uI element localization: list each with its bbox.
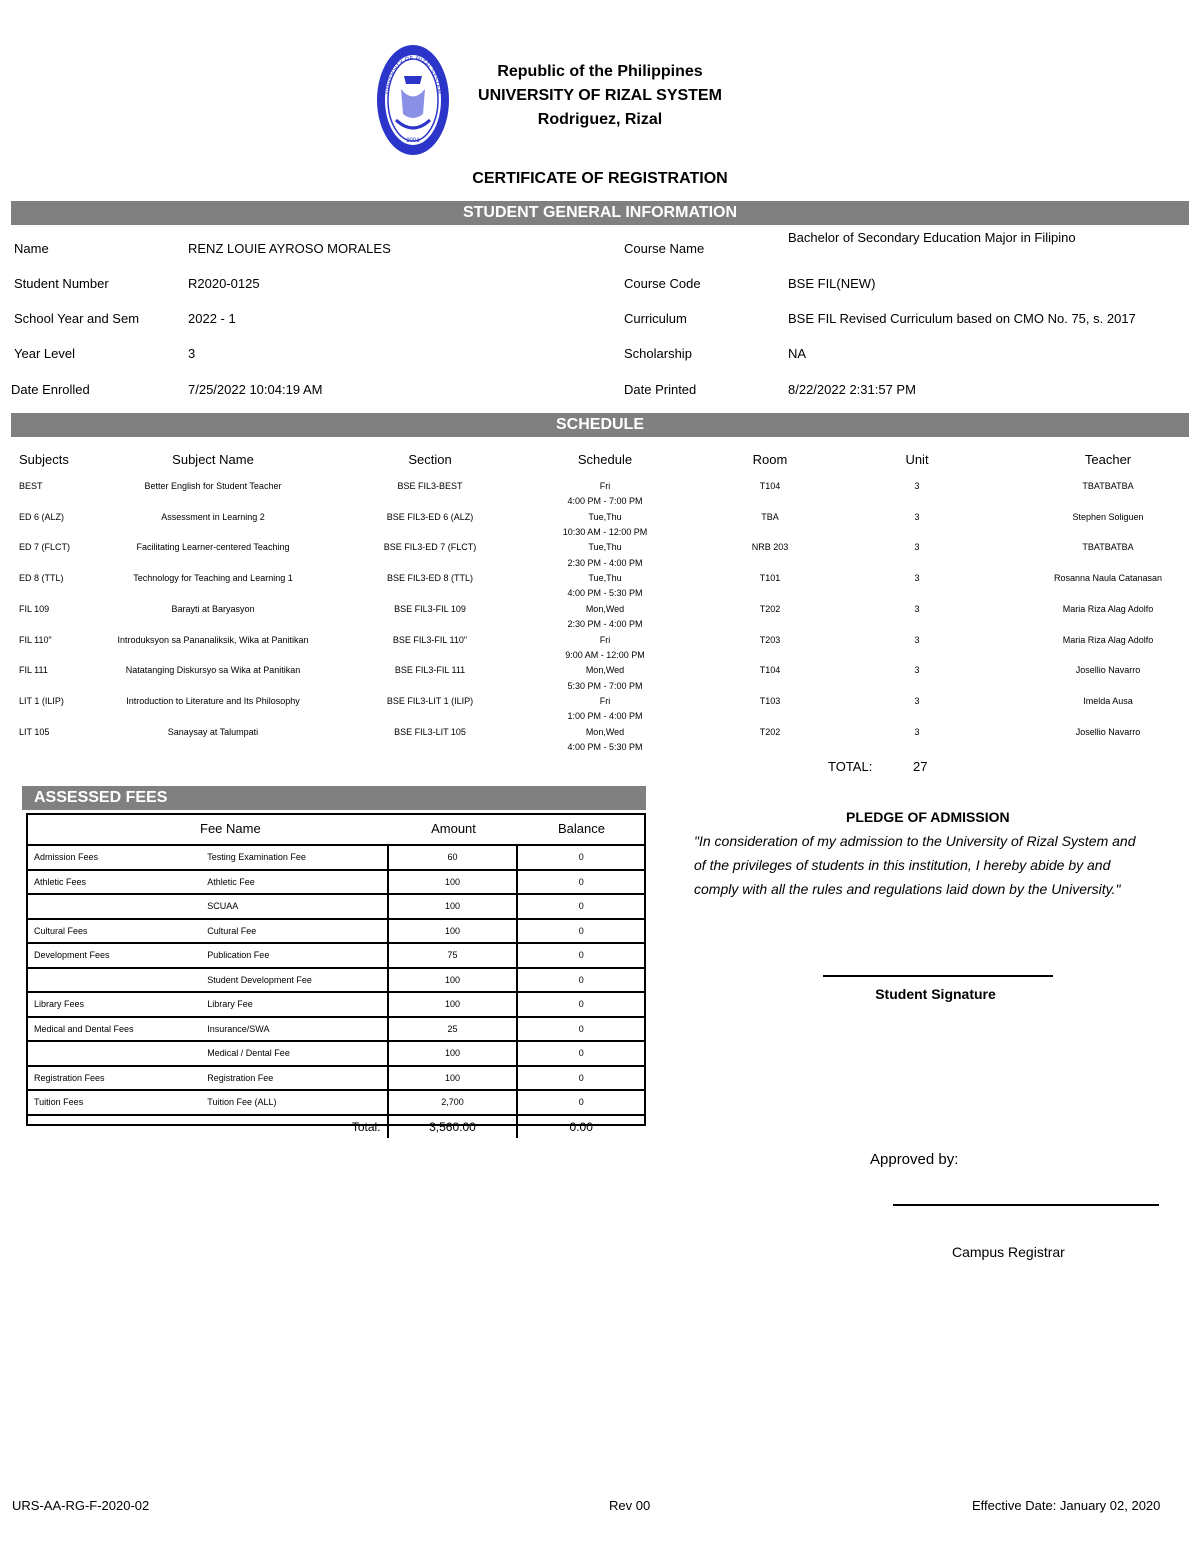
pledge-line-2: of the privileges of students in this institution, I hereby abide by and — [694, 857, 1111, 873]
fee-name: Tuition Fee (ALL) — [201, 1090, 387, 1115]
schedule-time-line: 2:30 PM - 4:00 PM — [567, 619, 643, 630]
subject-unit: 3 — [914, 726, 920, 737]
student-signature-label: Student Signature — [875, 986, 996, 1002]
col-section: Section — [408, 452, 452, 467]
fee-row — [28, 1066, 644, 1091]
fee-name: Testing Examination Fee — [201, 845, 387, 870]
total-units-label: TOTAL: — [828, 759, 873, 774]
subject-room: T202 — [759, 726, 781, 737]
fee-row — [28, 968, 644, 993]
subject-teacher: Maria Riza Alag Adolfo — [1062, 634, 1154, 645]
fee-name: SCUAA — [201, 894, 387, 919]
date-enrolled-label: Date Enrolled — [11, 382, 90, 397]
subject-section: BSE FIL3-ED 6 (ALZ) — [386, 511, 474, 522]
fee-category: Registration Fees — [28, 1066, 201, 1091]
fee-category: Medical and Dental Fees — [28, 1017, 201, 1042]
schedule-time-line: 4:00 PM - 7:00 PM — [567, 496, 643, 507]
subject-code: LIT 105 — [19, 726, 50, 737]
fee-amount: 2,700 — [388, 1090, 518, 1115]
subject-unit: 3 — [914, 665, 920, 676]
fee-category: Library Fees — [28, 992, 201, 1017]
fee-balance: 0 — [517, 1090, 644, 1115]
subject-unit: 3 — [914, 573, 920, 584]
fee-category: Admission Fees — [28, 845, 201, 870]
subject-section: BSE FIL3-FIL 109 — [394, 603, 466, 614]
curriculum-label: Curriculum — [624, 311, 687, 326]
fee-name: Library Fee — [201, 992, 387, 1017]
form-code: URS-AA-RG-F-2020-02 — [12, 1498, 150, 1513]
schedule-time-line: Fri — [599, 695, 611, 706]
subject-teacher: TBATBATBA — [1082, 542, 1134, 553]
fee-balance: 0 — [517, 943, 644, 968]
student-number-value: R2020-0125 — [188, 276, 260, 291]
fee-row — [28, 845, 644, 870]
subject-unit: 3 — [914, 481, 920, 491]
schedule-time-line: Fri — [599, 481, 611, 491]
fee-balance: 0 — [517, 1066, 644, 1091]
col-schedule: Schedule — [577, 452, 633, 467]
subject-room: TBA — [761, 511, 779, 522]
fee-name: Publication Fee — [201, 943, 387, 968]
fee-category: Athletic Fees — [28, 870, 201, 895]
fees-total-balance: 0.00 — [569, 1119, 593, 1134]
schedule-time-line: Mon,Wed — [585, 603, 625, 614]
fee-row — [28, 992, 644, 1017]
subject-name: Introduction to Literature and Its Philosophy — [126, 695, 300, 706]
schedule-time-line: 10:30 AM - 12:00 PM — [562, 527, 648, 538]
subject-unit: 3 — [914, 695, 920, 706]
subject-name: Assessment in Learning 2 — [161, 511, 265, 522]
seal-text: UNIVERSITY OF RIZAL SYSTEM — [384, 55, 442, 95]
campus-registrar-label: Campus Registrar — [952, 1244, 1065, 1260]
course-code-label: Course Code — [624, 276, 701, 291]
subject-section: BSE FIL3-BEST — [397, 481, 463, 491]
fee-category — [28, 968, 201, 993]
fee-amount: 100 — [388, 894, 518, 919]
subject-room: T101 — [759, 573, 781, 584]
balance-header: Balance — [558, 821, 605, 836]
subject-section: BSE FIL3-ED 8 (TTL) — [386, 573, 474, 584]
date-enrolled-value: 7/25/2022 10:04:19 AM — [188, 382, 323, 397]
name-value: RENZ LOUIE AYROSO MORALES — [188, 241, 391, 256]
subject-code: LIT 1 (ILIP) — [19, 695, 64, 706]
subject-unit: 3 — [914, 634, 920, 645]
subject-code: ED 6 (ALZ) — [19, 511, 65, 522]
subject-code: ED 7 (FLCT) — [19, 542, 71, 553]
subject-teacher: Josellio Navarro — [1075, 726, 1141, 737]
fee-name: Cultural Fee — [201, 919, 387, 944]
fee-balance: 0 — [517, 992, 644, 1017]
fees-table — [28, 844, 644, 1138]
year-level-label: Year Level — [14, 346, 75, 361]
revision-label: Rev 00 — [609, 1498, 651, 1513]
fee-row — [28, 870, 644, 895]
schedule-time-line: Tue,Thu — [588, 511, 622, 522]
pledge-title: PLEDGE OF ADMISSION — [846, 809, 1010, 825]
course-code-value: BSE FIL(NEW) — [788, 276, 876, 291]
fee-category: Tuition Fees — [28, 1090, 201, 1115]
pledge-line-1: "In consideration of my admission to the University of Rizal System and — [694, 833, 1136, 849]
fee-category — [28, 894, 201, 919]
school-year-label: School Year and Sem — [14, 311, 140, 326]
fee-category — [28, 1041, 201, 1066]
fee-name-header: Fee Name — [200, 821, 261, 836]
amount-header: Amount — [431, 821, 476, 836]
scholarship-value: NA — [788, 346, 807, 361]
subject-name: Barayti at Baryasyon — [171, 603, 255, 614]
schedule-time-line: Mon,Wed — [585, 726, 625, 737]
fee-balance: 0 — [517, 845, 644, 870]
subject-room: T103 — [759, 695, 781, 706]
subject-room: T104 — [759, 665, 781, 676]
schedule-time-line: 4:00 PM - 5:30 PM — [567, 741, 643, 752]
fee-amount: 75 — [388, 943, 518, 968]
fees-table-box — [26, 813, 646, 1134]
fees-total-label: Total: — [201, 1115, 387, 1139]
university-location: Rodriguez, Rizal — [537, 111, 663, 128]
student-info-bar: STUDENT GENERAL INFORMATION — [11, 201, 1189, 225]
subject-room: NRB 203 — [751, 542, 789, 553]
fee-row — [28, 894, 644, 919]
schedule-time-line: 2:30 PM - 4:00 PM — [567, 557, 643, 568]
schedule-time-line: 1:00 PM - 4:00 PM — [567, 711, 643, 722]
schedule-bar: SCHEDULE — [11, 413, 1189, 437]
subject-section: BSE FIL3-LIT 1 (ILIP) — [386, 695, 474, 706]
student-signature-line — [823, 975, 1053, 977]
subject-name: Technology for Teaching and Learning 1 — [133, 573, 293, 584]
fee-balance: 0 — [517, 1017, 644, 1042]
scholarship-label: Scholarship — [624, 346, 692, 361]
fee-row — [28, 1017, 644, 1042]
pledge-line-3: comply with all the rules and regulations laid down by the University." — [694, 881, 1121, 897]
schedule-time-line: 5:30 PM - 7:00 PM — [567, 680, 643, 691]
subject-code: FIL 109 — [19, 603, 50, 614]
col-unit: Unit — [905, 452, 929, 467]
col-teacher: Teacher — [1084, 452, 1132, 467]
assessed-fees-bar — [22, 786, 646, 810]
schedule-time-line: Tue,Thu — [588, 573, 622, 584]
curriculum-value: BSE FIL Revised Curriculum based on CMO No. 75, s. 2017 — [788, 311, 1136, 326]
col-subject-name: Subject Name — [172, 452, 254, 467]
schedule-time-line: Tue,Thu — [588, 542, 622, 553]
fee-balance: 0 — [517, 870, 644, 895]
fee-row — [28, 1090, 644, 1115]
subject-name: Better English for Student Teacher — [144, 481, 282, 491]
student-number-label: Student Number — [14, 276, 109, 291]
col-subjects: Subjects — [19, 452, 69, 467]
fee-row — [28, 943, 644, 968]
subject-code: BEST — [19, 481, 43, 491]
fee-name: Student Development Fee — [201, 968, 387, 993]
subject-room: T104 — [759, 481, 781, 491]
subject-code: FIL 111 — [19, 665, 48, 676]
school-year-value: 2022 - 1 — [188, 311, 236, 326]
course-name-label: Course Name — [624, 241, 705, 256]
fee-amount: 100 — [388, 992, 518, 1017]
subject-section: BSE FIL3-FIL 111 — [394, 665, 466, 676]
assessed-fees-title: ASSESSED FEES — [34, 789, 168, 806]
fee-name: Registration Fee — [201, 1066, 387, 1091]
fee-amount: 100 — [388, 919, 518, 944]
subject-code: FIL 110" — [19, 634, 52, 645]
schedule-time-line: 9:00 AM - 12:00 PM — [565, 649, 645, 660]
subject-room: T203 — [759, 634, 781, 645]
certificate-title: CERTIFICATE OF REGISTRATION — [472, 170, 728, 187]
schedule-time-line: 4:00 PM - 5:30 PM — [567, 588, 643, 599]
fee-category: Development Fees — [28, 943, 201, 968]
subject-section: BSE FIL3-LIT 105 — [394, 726, 466, 737]
fee-amount: 100 — [388, 1041, 518, 1066]
subject-teacher: Josellio Navarro — [1075, 665, 1141, 676]
subject-name: Natatanging Diskursyo sa Wika at Panitikan — [125, 665, 301, 676]
subject-teacher: Maria Riza Alag Adolfo — [1062, 603, 1154, 614]
subject-code: ED 8 (TTL) — [19, 573, 64, 584]
effective-date: Effective Date: January 02, 2020 — [972, 1498, 1161, 1513]
registrar-signature-line — [893, 1204, 1159, 1206]
subject-teacher: Imelda Ausa — [1083, 695, 1133, 706]
fee-amount: 100 — [388, 870, 518, 895]
fee-amount: 25 — [388, 1017, 518, 1042]
name-label: Name — [14, 241, 49, 256]
date-printed-label: Date Printed — [624, 382, 697, 397]
subject-teacher: Rosanna Naula Catanasan — [1053, 573, 1163, 584]
fee-amount: 100 — [388, 968, 518, 993]
subject-room: T202 — [759, 603, 781, 614]
fee-row — [28, 919, 644, 944]
fee-balance: 0 — [517, 894, 644, 919]
subject-section: BSE FIL3-FIL 110" — [392, 634, 468, 645]
subject-name: Facilitating Learner-centered Teaching — [136, 542, 290, 553]
subject-unit: 3 — [914, 603, 920, 614]
subject-section: BSE FIL3-ED 7 (FLCT) — [383, 542, 477, 553]
subject-name: Introduksyon sa Pananaliksik, Wika at Panitikan — [117, 634, 309, 645]
date-printed-value: 8/22/2022 2:31:57 PM — [788, 382, 916, 397]
subject-teacher: TBATBATBA — [1082, 481, 1134, 491]
subject-name: Sanaysay at Talumpati — [167, 726, 259, 737]
fee-amount: 60 — [388, 845, 518, 870]
fee-balance: 0 — [517, 1041, 644, 1066]
university-name: UNIVERSITY OF RIZAL SYSTEM — [478, 87, 722, 104]
subject-unit: 3 — [914, 542, 920, 553]
schedule-time-line: Fri — [599, 634, 611, 645]
year-level-value: 3 — [188, 346, 196, 361]
subject-unit: 3 — [914, 511, 920, 522]
fee-row — [28, 1041, 644, 1066]
subject-teacher: Stephen Soliguen — [1072, 511, 1144, 522]
fee-balance: 0 — [517, 919, 644, 944]
course-name-value: Bachelor of Secondary Education Major in Filipino — [788, 230, 1076, 245]
seal-year: 2001 — [406, 138, 420, 144]
fee-name: Medical / Dental Fee — [201, 1041, 387, 1066]
fee-balance: 0 — [517, 968, 644, 993]
republic-heading: Republic of the Philippines — [497, 63, 703, 80]
fees-total-amount: 3,560.00 — [388, 1115, 518, 1139]
fees-total-row — [28, 1115, 644, 1139]
schedule-time-line: Mon,Wed — [585, 665, 625, 676]
col-room: Room — [752, 452, 788, 467]
total-units-value: 27 — [913, 759, 928, 774]
fee-name: Insurance/SWA — [201, 1017, 387, 1042]
approved-by-label: Approved by: — [870, 1151, 959, 1168]
fee-amount: 100 — [388, 1066, 518, 1091]
fee-name: Athletic Fee — [201, 870, 387, 895]
fee-category: Cultural Fees — [28, 919, 201, 944]
